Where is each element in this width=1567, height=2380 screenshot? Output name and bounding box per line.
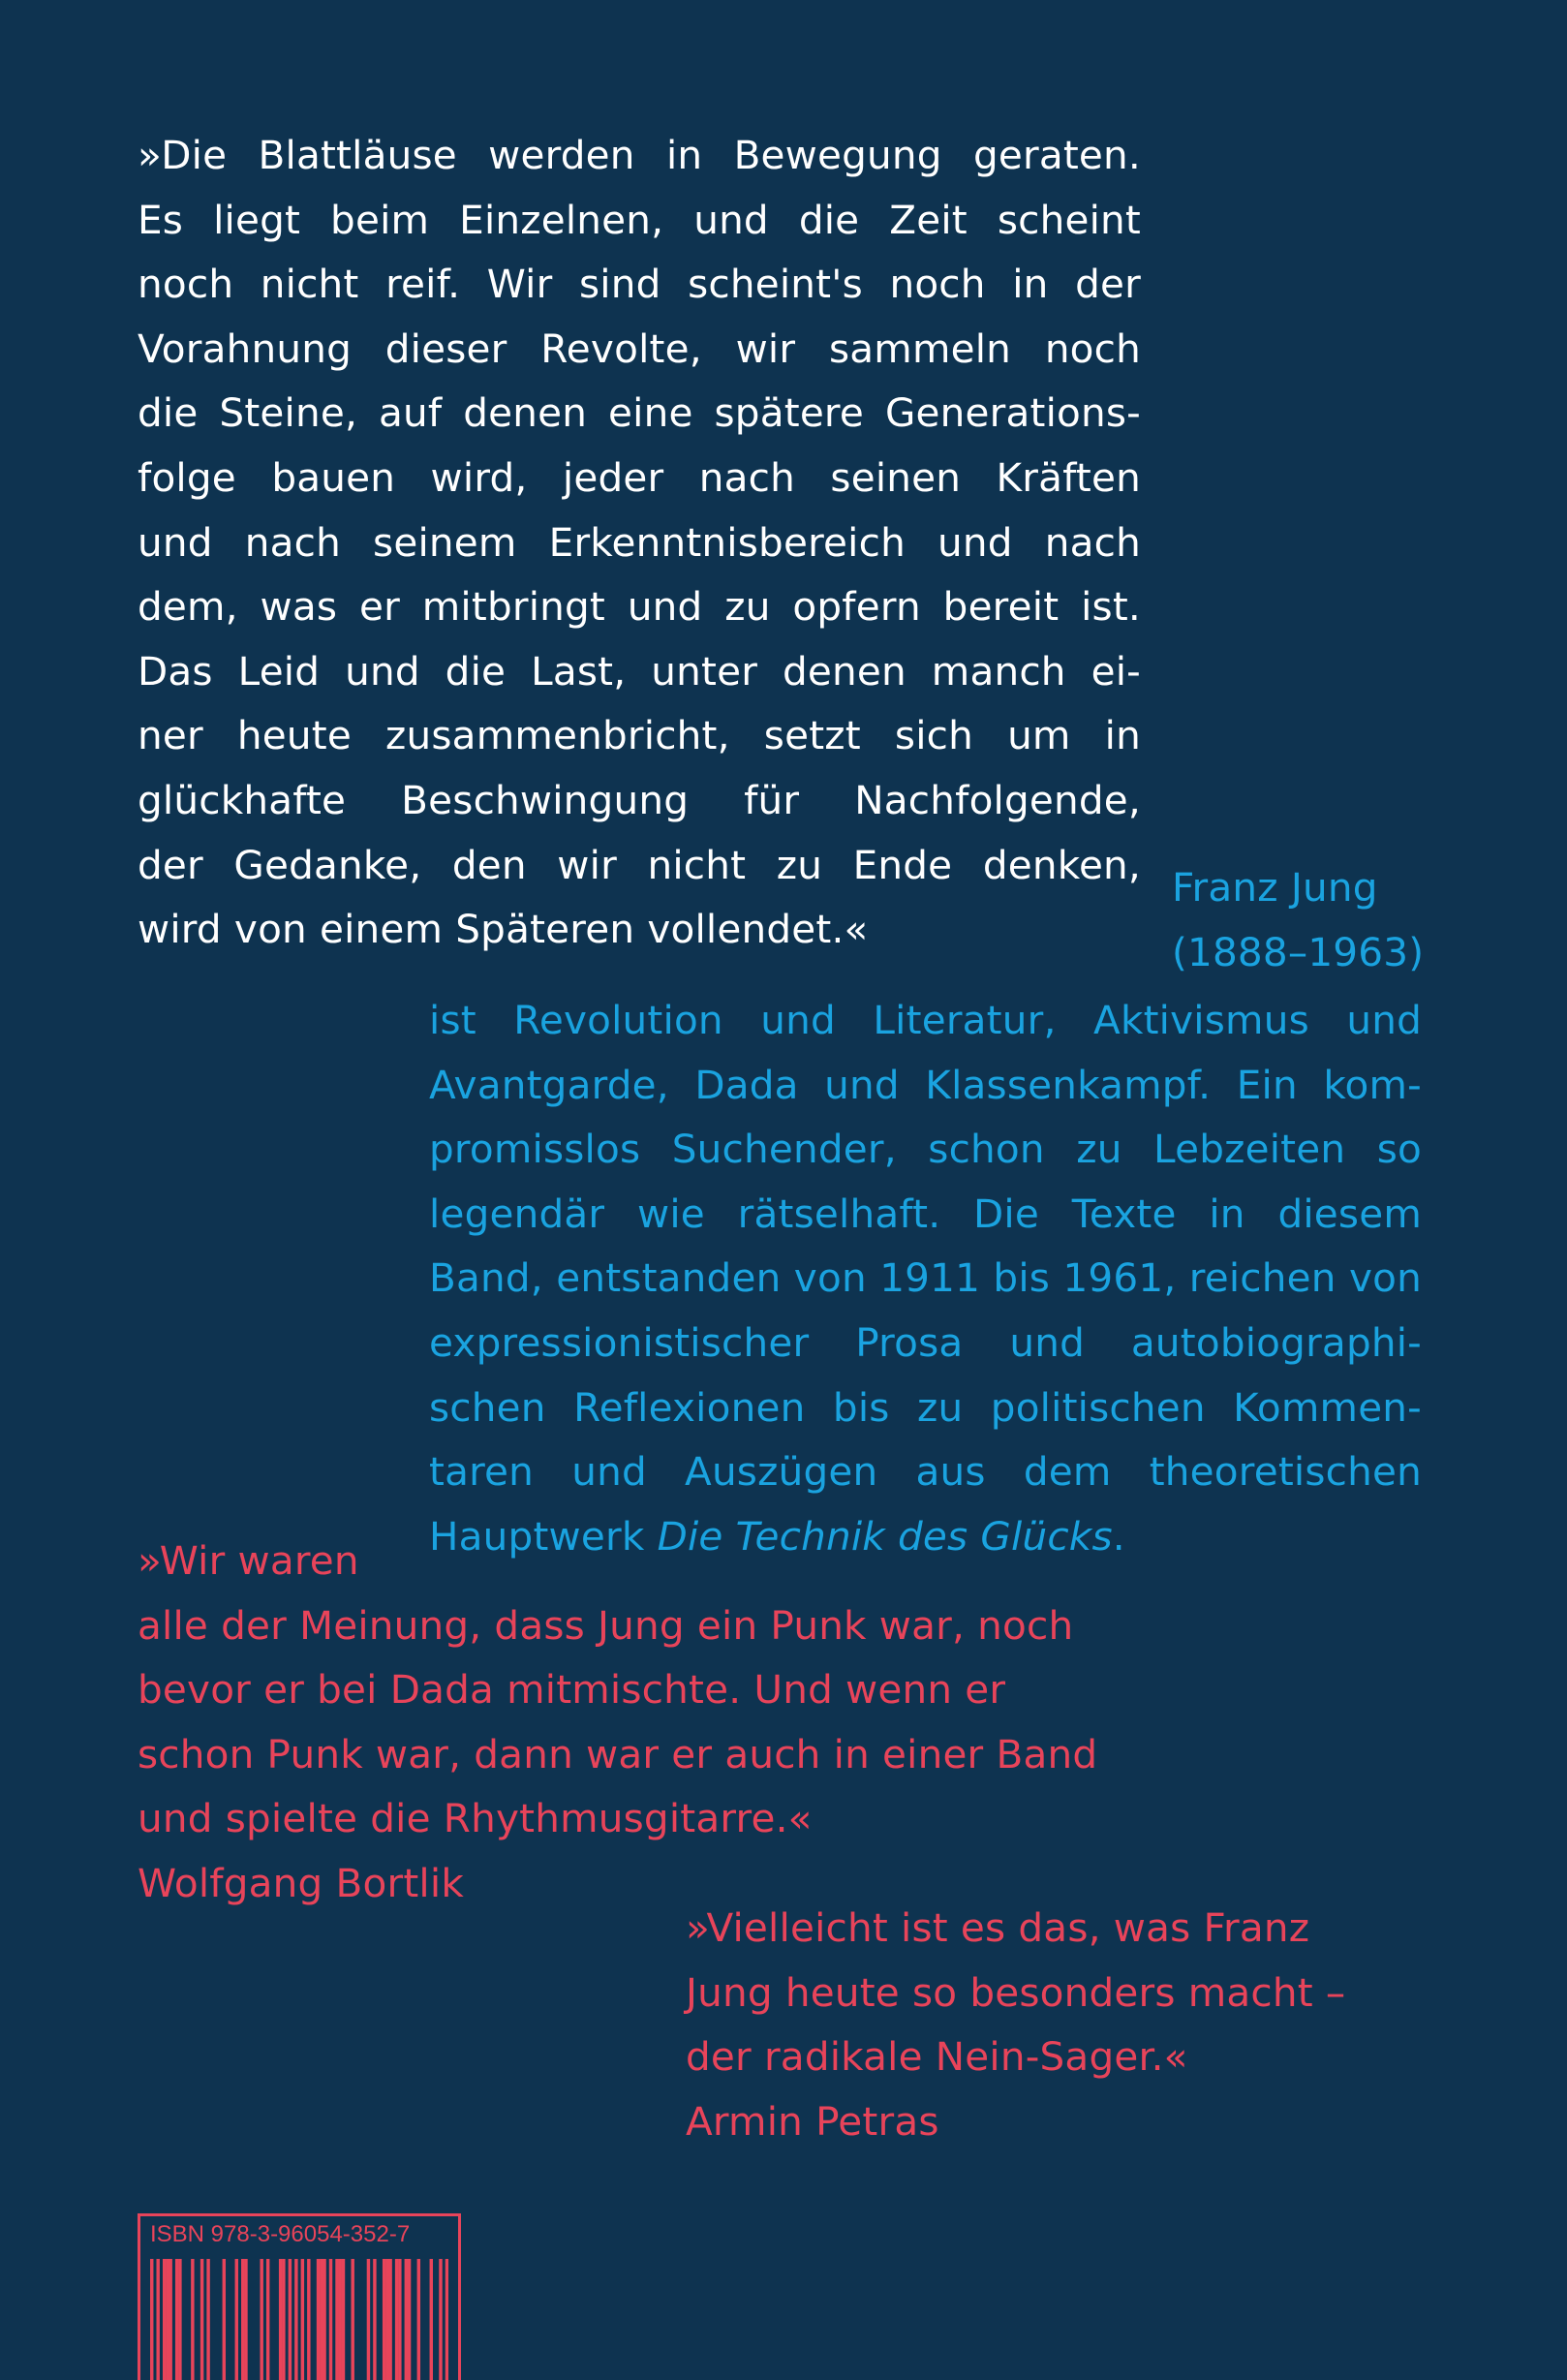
main-quote-line: wird von einem Späteren vollendet.« bbox=[138, 906, 869, 953]
barcode-bar bbox=[156, 2259, 159, 2380]
barcode-bar bbox=[398, 2259, 401, 2380]
main-quote-line: folge bauen wird, jeder nach seinen Kräften bbox=[138, 453, 1141, 501]
barcode-bar bbox=[235, 2259, 238, 2380]
petras-quote bbox=[686, 1896, 1431, 2153]
barcode-bar bbox=[178, 2259, 181, 2380]
main-quote-line: glückhafte Beschwingung für Nachfolgende, bbox=[138, 776, 1141, 823]
main-quote-line: der Gedanke, den wir nicht zu Ende denken, bbox=[138, 841, 1141, 888]
barcode-bar bbox=[294, 2259, 297, 2380]
author-heading bbox=[1172, 855, 1462, 984]
barcode-bar bbox=[323, 2259, 325, 2380]
barcode-bar bbox=[244, 2259, 247, 2380]
bortlik-quote-line: alle der Meinung, dass Jung ein Punk war, noch bbox=[138, 1601, 1074, 1649]
book-title: Die Technik des Glücks bbox=[657, 1512, 1113, 1560]
barcode-bar bbox=[408, 2259, 411, 2380]
barcode-bar bbox=[223, 2259, 226, 2380]
main-quote-line: ner heute zusammenbricht, setzt sich um in bbox=[138, 712, 1141, 759]
bio-line: expressionistischer Prosa und autobiographi- bbox=[429, 1318, 1422, 1366]
barcode-bar bbox=[191, 2259, 194, 2380]
barcode-bar bbox=[282, 2259, 285, 2380]
main-quote-line: Vorahnung dieser Revolte, wir sammeln noch bbox=[138, 325, 1141, 372]
main-quote-line: Das Leid und die Last, unter denen manch ei- bbox=[138, 647, 1141, 695]
barcode-bar bbox=[206, 2259, 209, 2380]
barcode-bar bbox=[335, 2259, 338, 2380]
author-bio bbox=[429, 988, 1422, 1568]
barcode-bar bbox=[430, 2259, 433, 2380]
main-quote-line: dem, was er mitbringt und zu opfern bereit ist. bbox=[138, 583, 1141, 631]
barcode-bar bbox=[150, 2259, 153, 2380]
barcode-bar bbox=[388, 2259, 391, 2380]
barcode-bar bbox=[446, 2259, 448, 2380]
barcode-bar bbox=[169, 2259, 171, 2380]
barcode-bar bbox=[383, 2259, 385, 2380]
author-dates: (1888–1963) bbox=[1172, 928, 1425, 975]
bio-line: promisslos Suchender, schon zu Lebzeiten so bbox=[429, 1126, 1422, 1173]
barcode-bar bbox=[279, 2259, 282, 2380]
petras-quote-line: der radikale Nein-Sager.« bbox=[686, 2033, 1188, 2081]
bortlik-quote-line: »Wir waren bbox=[138, 1537, 359, 1584]
barcode-bar bbox=[260, 2259, 262, 2380]
barcode-bar bbox=[200, 2259, 203, 2380]
barcode-bar bbox=[166, 2259, 169, 2380]
main-quote-line: noch nicht reif. Wir sind scheint's noch in der bbox=[138, 261, 1141, 308]
barcode-bar bbox=[417, 2259, 420, 2380]
barcode-bar bbox=[320, 2259, 323, 2380]
barcode-bar bbox=[266, 2259, 269, 2380]
barcode-bar bbox=[367, 2259, 370, 2380]
main-quote-line: und nach seinem Erkenntnisbereich und nach bbox=[138, 518, 1141, 566]
petras-quote-line: Jung heute so besonders macht – bbox=[686, 1968, 1346, 2016]
barcode-bar bbox=[395, 2259, 398, 2380]
bortlik-quote-line: schon Punk war, dann war er auch in einer Band bbox=[138, 1730, 1098, 1777]
bio-line: taren und Auszügen aus dem theoretischen bbox=[429, 1448, 1422, 1496]
bio-line: schen Reflexionen bis zu politischen Kommen- bbox=[429, 1383, 1422, 1431]
barcode-bar bbox=[329, 2259, 332, 2380]
main-quote-line: Es liegt beim Einzelnen, und die Zeit scheint bbox=[138, 196, 1141, 243]
barcode-bar bbox=[373, 2259, 376, 2380]
barcode-bar bbox=[301, 2259, 304, 2380]
main-quote-line: die Steine, auf denen eine spätere Generations- bbox=[138, 389, 1141, 437]
barcode-bar bbox=[289, 2259, 292, 2380]
bio-last-prefix: Hauptwerk bbox=[429, 1512, 658, 1560]
barcode-bar bbox=[439, 2259, 442, 2380]
petras-quote-line: »Vielleicht ist es das, was Franz bbox=[686, 1904, 1310, 1951]
barcode-bars bbox=[150, 2259, 448, 2380]
barcode-bar bbox=[163, 2259, 166, 2380]
bio-last-suffix: . bbox=[1112, 1512, 1125, 1560]
barcode-bar bbox=[339, 2259, 342, 2380]
bio-line: legendär wie rätselhaft. Die Texte in diesem bbox=[429, 1190, 1422, 1237]
barcode-bar bbox=[317, 2259, 320, 2380]
main-quote bbox=[138, 123, 1141, 962]
bio-line: Avantgarde, Dada und Klassenkampf. Ein kom- bbox=[429, 1061, 1422, 1108]
bortlik-quote bbox=[138, 1529, 1164, 1916]
barcode-bar bbox=[405, 2259, 408, 2380]
barcode-bar bbox=[342, 2259, 345, 2380]
barcode-bar bbox=[175, 2259, 178, 2380]
isbn-label: ISBN 978-3-96054-352-7 bbox=[150, 2221, 411, 2247]
barcode-bar bbox=[241, 2259, 244, 2380]
bortlik-attribution: Wolfgang Bortlik bbox=[138, 1859, 464, 1906]
author-name: Franz Jung bbox=[1172, 864, 1378, 911]
isbn-barcode bbox=[138, 2213, 461, 2380]
barcode-bar bbox=[307, 2259, 310, 2380]
bortlik-quote-line: bevor er bei Dada mitmischte. Und wenn er bbox=[138, 1666, 1006, 1714]
bortlik-quote-line: und spielte die Rhythmusgitarre.« bbox=[138, 1795, 813, 1842]
bio-line: ist Revolution und Literatur, Aktivismus und bbox=[429, 997, 1422, 1043]
main-quote-line: »Die Blattläuse werden in Bewegung geraten. bbox=[138, 132, 1141, 178]
barcode-bar bbox=[385, 2259, 388, 2380]
bio-line: Band, entstanden von 1911 bis 1961, reichen von bbox=[429, 1254, 1422, 1302]
barcode-bar bbox=[351, 2259, 353, 2380]
petras-attribution: Armin Petras bbox=[686, 2097, 939, 2145]
